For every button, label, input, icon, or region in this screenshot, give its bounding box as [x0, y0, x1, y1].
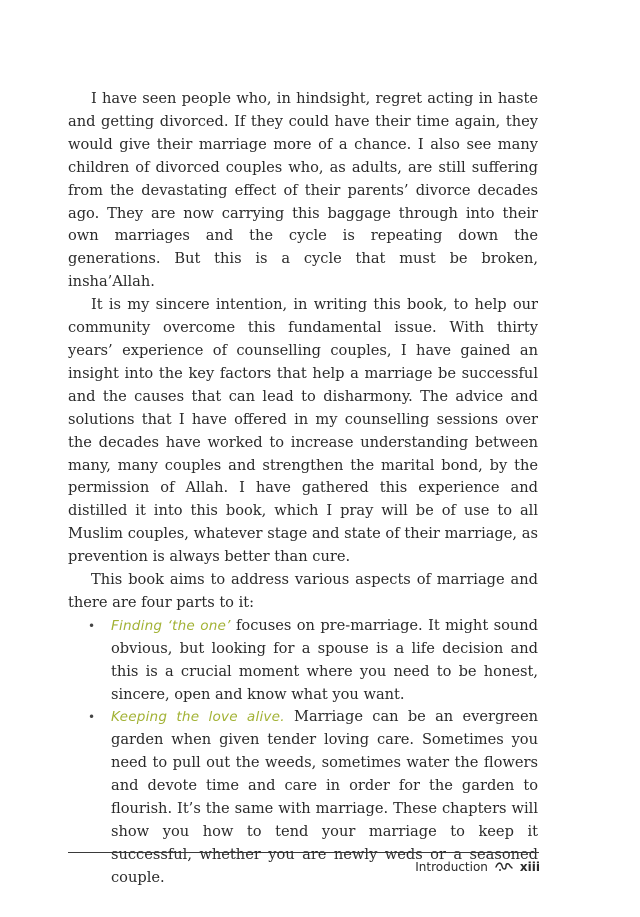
- list-item-finding-the-one: [68, 615, 538, 707]
- bullet-marker: •: [88, 710, 96, 725]
- paragraph-2: It is my sincere intention, in writing this book, to help our community overcome this fundamental issue. With thirty years’ experience of counselling couples, I have gained an insight into the key factors that help a marriage be successful and the causes that can lead to disharmony. The advice and solutions that I have offered in my counselling sessions over the decades have worked to increase understanding between many, many couples and strengthen the marital bond, by the permission of Allah. I have gathered this experience and distilled it into this book, which I pray will be of use to all Muslim couples, whatever stage and state of their marriage, as prevention is always better than cure.: [68, 296, 538, 566]
- footer-rule: [68, 852, 539, 853]
- parts-list: [68, 615, 538, 890]
- list-item-heading: Keeping the love alive.: [111, 709, 285, 726]
- running-footer: [415, 860, 540, 874]
- flourish-ornament-icon: [494, 861, 514, 873]
- list-item-text: Marriage can be an evergreen garden when given tender loving care. Sometimes you need to pull out the weeds, sometimes water the flowers and devote time and care in order for the garden to flourish. It’s the same with marriage. These chapters will show you how to tend your marriage to keep it successful, whether you are newly weds or a seasoned couple.: [111, 708, 538, 886]
- footer-section-title: Introduction: [415, 860, 488, 874]
- paragraph-3: This book aims to address various aspects of marriage and there are four parts to it:: [68, 571, 538, 611]
- list-item-heading: Finding ‘the one’: [111, 617, 231, 634]
- page-body: [68, 88, 538, 890]
- page-number: xiii: [519, 860, 540, 874]
- bullet-marker: •: [88, 618, 96, 633]
- paragraph-1: I have seen people who, in hindsight, regret acting in haste and getting divorced. If they could have their time again, they would give their marriage more of a chance. I also see many children of divorced couples who, as adults, are still suffering from the devastating effect of their parents’ divorce decades ago. They are now carrying this baggage through into their own marriages and the cycle is repeating down the generations. But this is a cycle that must be broken, insha’Allah.: [68, 90, 538, 291]
- list-item-text: focuses on pre-marriage. It might sound obvious, but looking for a spouse is a life decision and this is a crucial moment where you need to be honest, sincere, open and know what you want.: [111, 616, 538, 703]
